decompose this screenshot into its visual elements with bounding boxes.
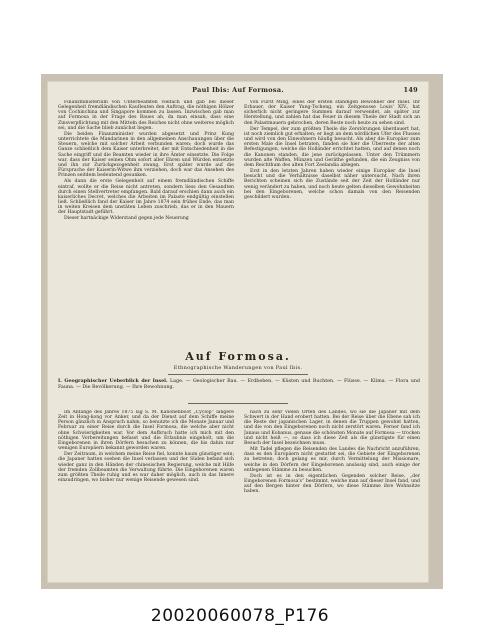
paragraph: Der Tempel, der zum größten Theile die Zerstörungen überdauert hat, ist noch ziemlich gut erhalten; er liegt an dem nördlichen Ufer des Flusses und wird von den Einwohnern häufig besucht. Als aber die Europäer zum ersten Male die Insel betraten, fanden sie hier die Überreste der alten Befestigungen, welche die Holländer errichtet hatten, und auf denen noch die Kanonen standen, die jene zurückgelassen. Unter den Trümmern wurden alte Waffen, Münzen und Geräthe gefunden, die ein Zeugniss von dem Reichthum des alten Fort Zeelandia ablegen. <box>244 126 420 168</box>
running-title: Paul Ibis: Auf Formosa. <box>192 86 284 94</box>
paragraph: Dieser hartnäckige Widerstand gegen jede Neuerung <box>64 216 189 222</box>
text-column-upper-right <box>244 100 420 352</box>
paragraph: Finanzministerium von Unterbeamten vielfach und gab bei dieser Gelegenheit fremdländischen Kaufleuten den Auftrag, die nöthigen Hölzer von Cochinchina und Singapore kommen zu lassen. Inzwischen gab man auf Formosa in der Frage des Baues ab, da man einsah, dass eine Zinsverpflichtung mit den Mitteln des Reiches nicht ohne weiteres möglich sei, und die Sache blieb zunächst liegen. <box>58 100 234 131</box>
paragraph: Mit Tadel pflegen die Reisenden des Landes die Nachricht anzuführen, dass es den Europäern nicht gestattet sei, die Gebiete der Eingeborenen zu betreten; doch gelang es mir, durch Vermittelung der Missionare, welche in den Dörfern der Eingeborenen ansässig sind, auch einige der entlegenen Stämme zu besuchen. <box>244 447 420 473</box>
paragraph: Die beiden Finanzminister wurden abgesetzt und Prinz Kung unterrichtete die Mandarinen in den allgemeinen Anschauungen über die Steuern, welche mit solcher Arbeit verbunden waren; doch wurde das Ganze schließlich dem Kaiser unterbreitet, der mit Entschiedenheit in die Sache eingriff und die Beamten wieder in ihre Ämter einsetzte. Die Folge war, dass der Kaiser seinen Ohm sofort aller Ehren und Würden entsetzte und ihn zur Zurückgezogenheit zwang. Erst später wurde auf die Fürsprache der Kaiserin-Witwe ihm verziehen, doch war das Ansehen des Prinzen seitdem bedeutend gesunken. <box>58 131 234 179</box>
divider-rule <box>188 403 288 404</box>
book-page <box>48 82 428 582</box>
paragraph: von Fürst Ming, eines der ersten ständigen Bewohner der Insel. Ihr Erbauer, der Kaiser Yung-Tscheng, ein Zeitgenosse Louis' XIV., hat sicherlich nicht geringere Summen darauf verwendet, als später zur Herstellung, und zahlen hat das Feuer in diesem Theile der Stadt sich an den Palastmauern gebrochen, deren Reste noch heute zu sehen sind. <box>244 100 420 126</box>
paragraph: Erst in den letzten Jahren haben wieder einige Europäer die Insel besucht und die Verhältnisse daselbst näher untersucht. Nach ihren Berichten scheinen sich die Zustände seit der Zeit der Holländer nur wenig verändert zu haben, und noch heute gelten dieselben Gewohnheiten bei den Eingeborenen, welche schon damals von den Reisenden geschildert wurden. <box>244 169 420 200</box>
divider-rule <box>168 374 308 375</box>
chapter-summary: Lage. — Geologischer Bau. — Erdbeben. — Küsten und Buchten. — Flüsse. — Klima. — Flora und Fauna. — Die Bevölkerung. — Ihre Bewohnung. <box>58 379 420 390</box>
text-column-lower-left <box>58 410 234 576</box>
article-title: Auf Formosa. <box>185 350 291 363</box>
text-column-lower-right <box>244 410 420 576</box>
page-number: 149 <box>403 86 418 94</box>
archive-caption: 20020060078_P176 <box>150 606 330 626</box>
paragraph: nach zu sehr vielen Orten des Landes, wo sie die Japaner mit dem Schwert in der Hand erobert hatten. Bei der Reise über die Ebene sah ich die Reste der japanischen Lager, in denen die Truppen gewohnt hatten, und die von den Eingeborenen noch nicht zerstört waren. Ferner fand ich Janaus und Kobanus, genaue die schönsten Monate auf Formosa — trocken und nicht heiß —, so dass ich diese Zeit als die günstigste für einen Besuch der Insel bezeichnen muss. <box>244 410 420 446</box>
paragraph: Der Zeitraum, in welchem meine Reise fiel, konnte kaum günstiger sein; die Japaner hatten soeben die Insel verlassen und der Süden befand sich wieder ganz in den Händen der chinesischen Regierung, welche mit Hilfe der fremden Zollbeamten die Verwaltung führte. Die Eingeborenen waren zum größten Theile ruhig und es war daher möglich, auch in das Innere einzudringen, wo bisher nur wenige Reisende gewesen sind. <box>58 452 234 484</box>
paragraph: Doch ist es in den eigentlichen Gegenden solcher Reise, „der Eingeborenen Formosa's“ bestimmt, welche man auf dieser Insel fand, und auf den Bergen hinter den Dörfern, wo diese Stämme ihre Wohnsitze haben. <box>244 473 420 495</box>
article-subtitle: Ethnographische Wanderungen von Paul Ibis. <box>173 365 303 371</box>
chapter-heading: I. Geographischer Ueberblick der Insel. <box>58 378 168 384</box>
paragraph: Im Anfange des Jahres 1875 lag S. M. Kanonenboot „Cyclop“ längere Zeit in Hong-kong vor Anker, und da der Dienst auf dem Schiffe meine Person gänzlich in Anspruch nahm, so benutzte ich die Monate Januar und Februar zu einer Reise durch die Insel Formosa, die welche aber nicht ohne Schwierigkeiten war. Vor dem Aufbruch hatte ich mich mit den nöthigen Vorbereitungen befasst und die Erlaubnis eingeholt, um die Eingeborenen in ihren Dörfern besuchen zu können, die bis dahin nur wenigen Europäern bekannt geworden waren. <box>58 410 234 452</box>
chapter-heading-block <box>58 378 420 391</box>
page-header <box>48 86 428 98</box>
paragraph: Als dann die erste Gelegenheit auf einem fremdländischen Schiffe eintraf, wollte er die Reise nicht antreten, sondern liess den Gesandten durch einen Stellvertreter empfangen. Bald darauf erschien dann auch ein kaiserliches Decret, welches die Arbeiten im Palaste endgültig einstellen ließ. Schließlich fand der Kaiser im Jahre 1874 sein frühes Ende, das man in weiten Kreisen dem unstäten Leben zuschrieb, das er in den Mauern der Hauptstadt geführt. <box>58 179 234 216</box>
text-column-upper-left <box>58 100 234 352</box>
